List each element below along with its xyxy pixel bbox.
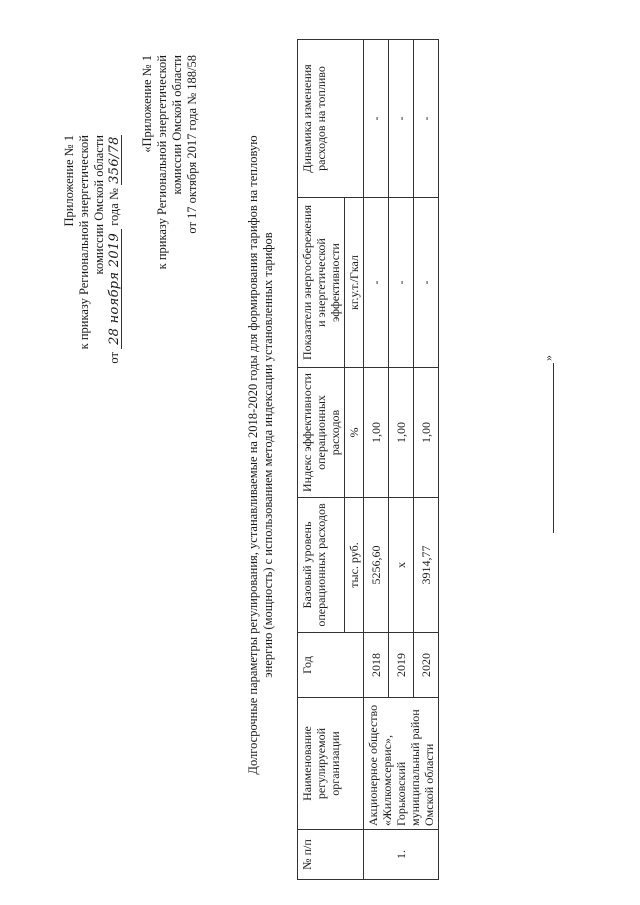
closing-quote: » <box>541 355 555 361</box>
document-title <box>246 25 276 885</box>
title-line2: энергию (мощность) с использованием метода индексации установленных тарифов <box>261 232 275 678</box>
unit-index: % <box>345 368 364 498</box>
header-org: Наименование регулируемой организации <box>298 698 364 830</box>
appendix-new-line3: комиссии Омской области <box>92 135 106 275</box>
cell-index: 1,00 <box>364 368 389 498</box>
handwritten-date: 28 ноября 2019 <box>108 229 122 349</box>
appendix-new-line2: к приказу Региональной энергетической <box>77 135 91 350</box>
cell-energy: - <box>364 198 389 368</box>
header-num: № п/п <box>298 830 364 880</box>
appendix-old-line2: к приказу Региональной энергетической <box>155 55 169 270</box>
cell-year: 2020 <box>414 633 439 698</box>
header-base: Базовый уровень операционных расходов <box>298 498 345 633</box>
cell-index: 1,00 <box>389 368 414 498</box>
title-line1: Долгосрочные параметры регулирования, устанавливаемые на 2018-2020 годы для формирования тарифов на тепловую <box>246 135 260 775</box>
header-dynamics: Динамика изменения расходов на топливо <box>298 40 364 198</box>
parameters-table <box>297 39 439 880</box>
row-number: 1. <box>364 830 439 880</box>
cell-base: 5256,60 <box>364 498 389 633</box>
appendix-new <box>62 135 122 364</box>
appendix-new-line4: от 28 ноября 2019 года № 356/78 <box>107 136 122 364</box>
cell-energy: - <box>389 198 414 368</box>
cell-energy: - <box>414 198 439 368</box>
table-row <box>364 40 389 880</box>
cell-year: 2019 <box>389 633 414 698</box>
header-index: Индекс эффективности операционных расходов <box>298 368 345 498</box>
cell-dynamics: - <box>364 40 389 198</box>
closing-line <box>541 355 555 533</box>
cell-dynamics: - <box>389 40 414 198</box>
unit-energy: кг.у.т./Гкал <box>345 198 364 368</box>
appendix-old-line4: от 17 октября 2017 года № 188/58 <box>185 55 199 234</box>
header-year: Год <box>298 633 364 698</box>
cell-year: 2018 <box>364 633 389 698</box>
organization-name: Акционерное общество «Жилкомсервис», Горьковский муниципальный район Омской области <box>364 698 439 830</box>
appendix-new-line1: Приложение № 1 <box>62 135 76 227</box>
table-header-row <box>298 40 345 880</box>
header-energy: Показатели энергосбережения и энергетической эффективности <box>298 198 345 368</box>
appendix-old-line1: «Приложение № 1 <box>140 55 154 153</box>
handwritten-number: 356/78 <box>107 136 122 184</box>
cell-index: 1,00 <box>414 368 439 498</box>
cell-dynamics: - <box>414 40 439 198</box>
appendix-old <box>140 55 200 269</box>
appendix-old-line3: комиссии Омской области <box>170 55 184 195</box>
cell-base: 3914,77 <box>414 498 439 633</box>
cell-base: x <box>389 498 414 633</box>
unit-base: тыс. руб. <box>345 498 364 633</box>
